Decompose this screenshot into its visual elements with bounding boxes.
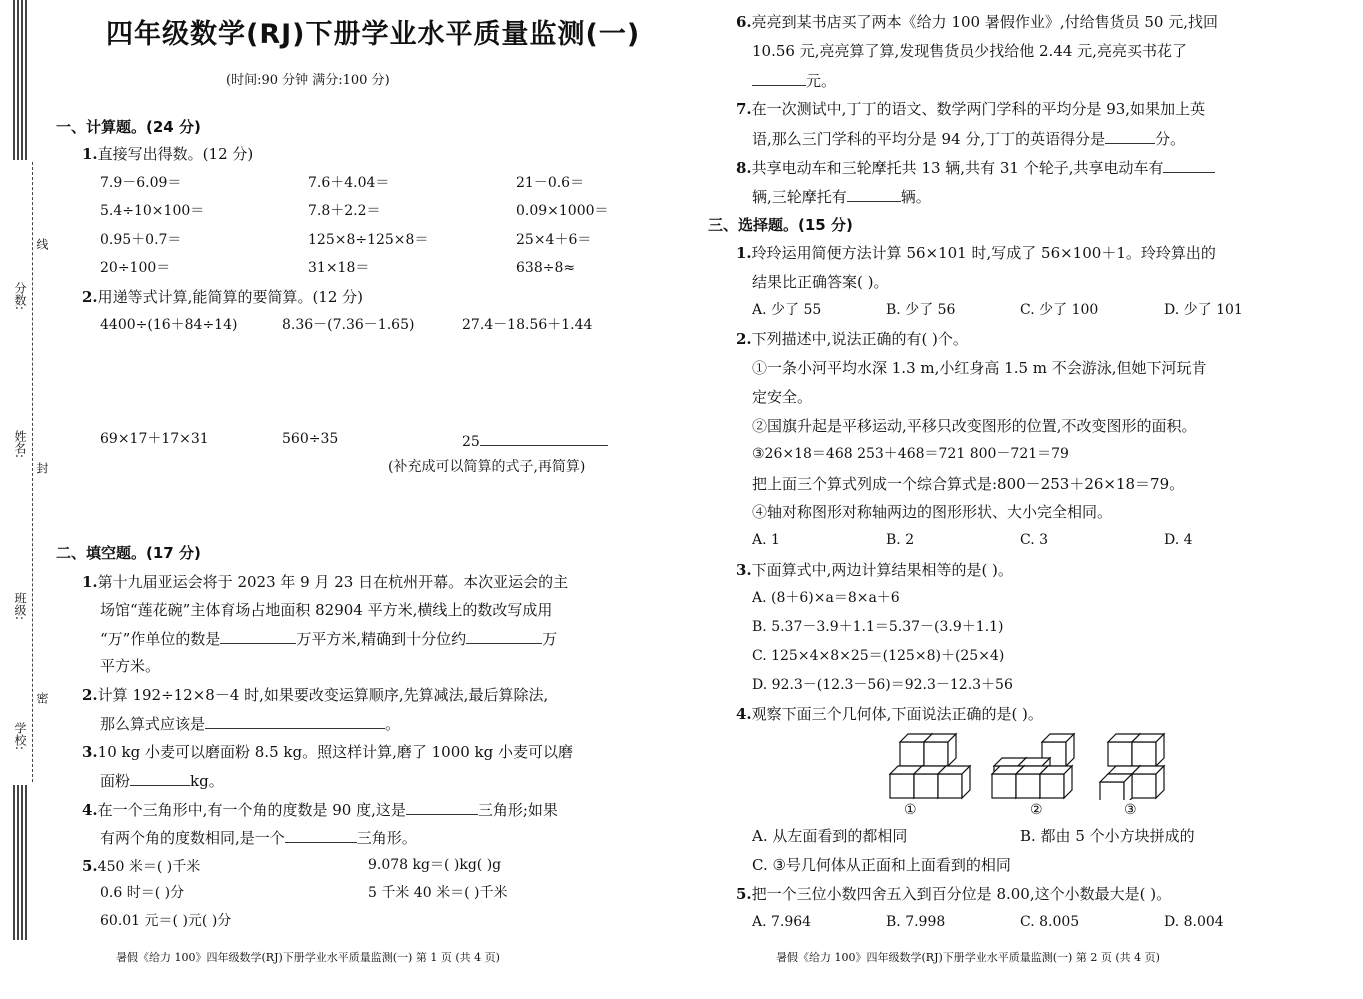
expr-item: 69×17＋17×31 — [100, 431, 209, 447]
c-q1-option[interactable]: A. 少了 55 — [752, 302, 822, 318]
expr-item: 4400÷(16＋84÷14) — [100, 317, 238, 333]
exam-time-info: (时间:90 分钟 满分:100 分) — [226, 73, 390, 88]
s2-q4-text2a: 有两个角的度数相同,是一个 — [100, 829, 285, 847]
calc-item: 0.95＋0.7＝ — [100, 232, 182, 248]
s2-q3-text2a: 面粉 — [100, 772, 131, 790]
s2-q3-line1 — [82, 742, 573, 762]
c-q2-option[interactable]: D. 4 — [1164, 532, 1193, 548]
cube-label-2: ② — [1030, 802, 1043, 818]
c-q4-text1: 观察下面三个几何体,下面说法正确的是( )。 — [751, 705, 1043, 723]
calc-item: 25×4＋6＝ — [516, 232, 592, 248]
s2-q4-line2 — [100, 827, 417, 848]
s2-q3-text2b: kg。 — [190, 772, 224, 790]
c-q3-text1: 下面算式中,两边计算结果相等的是( )。 — [751, 561, 1013, 579]
q8-number: 8. — [736, 159, 752, 177]
q8-line2 — [752, 186, 931, 207]
section1-title: 一、计算题。(24 分) — [56, 118, 201, 136]
cube-label-3: ③ — [1124, 802, 1137, 818]
calc-item: 7.8＋2.2＝ — [308, 203, 381, 219]
s2-q5-row2a: 0.6 时＝( )分 — [100, 885, 185, 901]
s2-q5-text: 450 米＝( )千米 — [97, 859, 201, 875]
section2-title: 二、填空题。(17 分) — [56, 544, 201, 562]
s2-q4-blank1[interactable] — [406, 799, 478, 815]
s1-q1-text: 直接写出得数。(12 分) — [97, 145, 254, 163]
q6-line1 — [736, 12, 1218, 32]
q8-text2a: 辆,三轮摩托有 — [752, 188, 847, 206]
s2-q2-number: 2. — [82, 686, 98, 704]
s2-q2-text1: 计算 192÷12×8－4 时,如果要改变运算顺序,先算减法,最后算除法, — [97, 686, 549, 704]
q8-line1 — [736, 157, 1215, 178]
c-q2-stmt4: ④轴对称图形对称轴两边的图形形状、大小完全相同。 — [752, 503, 1113, 521]
c-q1-number: 1. — [736, 244, 752, 262]
s2-q2-line2 — [100, 713, 400, 734]
s1-q2-number: 2. — [82, 288, 98, 306]
calc-item: 0.09×1000＝ — [516, 203, 609, 219]
calc-item: 20÷100＝ — [100, 260, 171, 276]
margin-class-label: 班级: — [13, 592, 27, 621]
c-q1-line2: 结果比正确答案( )。 — [752, 273, 889, 291]
s2-q4-text1b: 三角形;如果 — [477, 801, 558, 819]
c-q4-option-a[interactable]: A. 从左面看到的都相同 — [752, 827, 908, 845]
c-q4-option-b[interactable]: B. 都由 5 个小方块拼成的 — [1020, 827, 1195, 845]
s2-q4-text1a: 在一个三角形中,有一个角的度数是 90 度,这是 — [97, 801, 406, 819]
s2-q1-number: 1. — [82, 573, 98, 591]
s1-q2 — [82, 287, 363, 307]
calc-item: 21－0.6＝ — [516, 175, 585, 191]
c-q4-line1 — [736, 704, 1043, 724]
q8-blank1[interactable] — [1163, 157, 1215, 173]
cube-figure-1 — [890, 734, 970, 798]
s2-q4-blank2[interactable] — [285, 827, 357, 843]
page-title: 四年级数学(RJ)下册学业水平质量监测(一) — [106, 19, 641, 50]
left-footer: 暑假《给力 100》四年级数学(RJ)下册学业水平质量监测(一) 第 1 页 (共 4 页) — [116, 951, 500, 964]
s2-q5-row1b: 9.078 kg＝( )kg( )g — [368, 857, 502, 873]
calc-item: 5.4÷10×100＝ — [100, 203, 205, 219]
section3-title: 三、选择题。(15 分) — [708, 216, 853, 234]
s2-q5-row3a: 60.01 元＝( )元( )分 — [100, 913, 232, 929]
s2-q1-line3 — [100, 628, 557, 649]
s2-q1-text3b: 万平方米,精确到十分位约 — [296, 630, 467, 648]
q7-number: 7. — [736, 100, 752, 118]
s2-q4-text2b: 三角形。 — [356, 829, 417, 847]
cube-figure-3 — [1100, 734, 1164, 800]
s2-q1-text3a: “万”作单位的数是 — [100, 630, 221, 648]
q7-text2b: 分。 — [1155, 130, 1186, 148]
s2-q3-blank[interactable] — [130, 770, 190, 786]
s2-q1-line1 — [82, 572, 568, 592]
c-q2-option[interactable]: B. 2 — [886, 532, 915, 548]
c-q3-option-a[interactable]: A. (8＋6)×a＝8×a＋6 — [752, 590, 900, 606]
c-q5-option[interactable]: A. 7.964 — [752, 914, 812, 930]
expr-item: 8.36－(7.36－1.65) — [282, 317, 415, 333]
s2-q1-blank1[interactable] — [220, 628, 296, 644]
c-q2-stmt2: ②国旗升起是平移运动,平移只改变图形的位置,不改变图形的面积。 — [752, 417, 1197, 435]
expr-item-25 — [462, 430, 608, 452]
cube-figure-2 — [992, 734, 1074, 798]
c-q1-text1: 玲玲运用简便方法计算 56×101 时,写成了 56×100＋1。玲玲算出的 — [751, 244, 1216, 262]
c-q5-number: 5. — [736, 885, 752, 903]
c-q2-number: 2. — [736, 330, 752, 348]
q6-line2: 10.56 元,亮亮算了算,发现售货员少找给他 2.44 元,亮亮买书花了 — [752, 42, 1187, 60]
c-q2-stmt1b: 定安全。 — [752, 388, 813, 406]
c-q1-option[interactable]: C. 少了 100 — [1020, 302, 1099, 318]
s2-q2-blank[interactable] — [205, 713, 385, 729]
score-field-line[interactable] — [30, 310, 31, 370]
s2-q3-text1: 10 kg 小麦可以磨面粉 8.5 kg。照这样计算,磨了 1000 kg 小麦可以磨 — [97, 743, 574, 761]
c-q2-option[interactable]: A. 1 — [752, 532, 780, 548]
c-q2-option[interactable]: C. 3 — [1020, 532, 1049, 548]
q6-number: 6. — [736, 13, 752, 31]
q8-text1: 共享电动车和三轮摩托共 13 辆,共有 31 个轮子,共享电动车有 — [751, 159, 1164, 177]
calc-item: 638÷8≈ — [516, 260, 576, 276]
margin-line-mark: 线 — [35, 238, 49, 250]
s2-q3-line2 — [100, 770, 224, 791]
s2-q1-text1: 第十九届亚运会将于 2023 年 9 月 23 日在杭州开幕。本次亚运会的主 — [97, 573, 569, 591]
q7-line2 — [752, 128, 1185, 149]
s2-q2-text2: 那么算式应该是 — [100, 715, 206, 733]
c-q3-number: 3. — [736, 561, 752, 579]
margin-bars-bottom — [13, 785, 27, 940]
s2-q1-text3c: 万 — [542, 630, 558, 648]
calc-item: 7.9－6.09＝ — [100, 175, 182, 191]
s1-q1-number: 1. — [82, 145, 98, 163]
expr-item: 560÷35 — [282, 431, 339, 447]
right-footer: 暑假《给力 100》四年级数学(RJ)下册学业水平质量监测(一) 第 2 页 (共 4 页) — [776, 951, 1160, 964]
c-q2-stmt3: ③26×18＝468 253＋468＝721 800－721＝79 — [752, 446, 1069, 462]
c-q3-option-c[interactable]: C. 125×4×8×25＝(125×8)＋(25×4) — [752, 648, 1005, 664]
q6-text3: 元。 — [806, 72, 837, 90]
s2-q2-line1 — [82, 685, 548, 705]
c-q2-line1 — [736, 329, 968, 349]
binding-dashed-line — [32, 162, 33, 782]
c-q5-text1: 把一个三位小数四舍五入到百分位是 8.00,这个小数最大是( )。 — [751, 885, 1172, 903]
s2-q3-number: 3. — [82, 743, 98, 761]
margin-dense-mark: 密 — [35, 692, 49, 704]
q6-text1: 亮亮到某书店买了两本《给力 100 暑假作业》,付给售货员 50 元,找回 — [751, 13, 1219, 31]
c-q1-option[interactable]: B. 少了 56 — [886, 302, 956, 318]
margin-school-label: 学校: — [13, 722, 27, 751]
s2-q5-row1a — [82, 856, 200, 877]
c-q5-line1 — [736, 884, 1171, 904]
s2-q1-line4: 平方米。 — [100, 657, 161, 675]
c-q3-option-b[interactable]: B. 5.37－3.9＋1.1＝5.37－(3.9＋1.1) — [752, 619, 1004, 635]
c-q1-line1 — [736, 243, 1216, 263]
q8-blank2[interactable] — [847, 186, 901, 202]
s1-q1 — [82, 144, 253, 164]
s2-q4-line1 — [82, 799, 558, 820]
c-q3-option-d[interactable]: D. 92.3－(12.3－56)＝92.3－12.3＋56 — [752, 677, 1013, 693]
margin-score-label: 分数: — [13, 282, 27, 311]
c-q3-line1 — [736, 560, 1013, 580]
c-q5-option[interactable]: C. 8.005 — [1020, 914, 1080, 930]
c-q2-text1: 下列描述中,说法正确的有( )个。 — [751, 330, 968, 348]
calc-item: 7.6＋4.04＝ — [308, 175, 390, 191]
c-q2-stmt3b: 把上面三个算式列成一个综合算式是:800－253＋26×18＝79。 — [752, 475, 1185, 493]
s2-q2-end: 。 — [385, 715, 401, 733]
expr-25-number: 25 — [462, 434, 480, 450]
s2-q5-row2b: 5 千米 40 米＝( )千米 — [368, 885, 508, 901]
q6-line3 — [752, 70, 836, 91]
expr-supplement-blank[interactable] — [480, 430, 608, 446]
q7-text2a: 语,那么三门学科的平均分是 94 分,丁丁的英语得分是 — [752, 130, 1106, 148]
margin-bars-top — [13, 0, 27, 160]
s2-q1-line2: 场馆“莲花碗”主体育场占地面积 82904 平方米,横线上的数改写成用 — [100, 601, 553, 619]
q7-text1: 在一次测试中,丁丁的语文、数学两门学科的平均分是 93,如果加上英 — [751, 100, 1206, 118]
c-q4-option-c[interactable]: C. ③号几何体从正面和上面看到的相同 — [752, 856, 1011, 874]
q6-blank[interactable] — [752, 70, 806, 86]
cube-label-1: ① — [904, 802, 917, 818]
q8-text2b: 辆。 — [900, 188, 931, 206]
cube-figures — [880, 728, 1180, 800]
s2-q4-number: 4. — [82, 801, 98, 819]
s2-q5-number: 5. — [82, 857, 98, 875]
expr-item: 27.4－18.56＋1.44 — [462, 317, 593, 333]
s2-q1-blank2[interactable] — [466, 628, 542, 644]
c-q5-option[interactable]: B. 7.998 — [886, 914, 946, 930]
calc-item: 125×8÷125×8＝ — [308, 232, 429, 248]
c-q2-stmt1: ①一条小河平均水深 1.3 m,小红身高 1.5 m 不会游泳,但她下河玩肯 — [752, 359, 1207, 377]
c-q5-option[interactable]: D. 8.004 — [1164, 914, 1224, 930]
q7-blank[interactable] — [1105, 128, 1155, 144]
margin-name-label: 姓名: — [13, 430, 27, 459]
calc-item: 31×18＝ — [308, 260, 370, 276]
c-q1-option[interactable]: D. 少了 101 — [1164, 302, 1243, 318]
margin-seal-mark: 封 — [35, 462, 49, 474]
q7-line1 — [736, 99, 1205, 119]
s1-q2-text: 用递等式计算,能简算的要简算。(12 分) — [97, 288, 364, 306]
c-q4-number: 4. — [736, 705, 752, 723]
supplement-note: (补充成可以简算的式子,再简算) — [388, 459, 586, 475]
